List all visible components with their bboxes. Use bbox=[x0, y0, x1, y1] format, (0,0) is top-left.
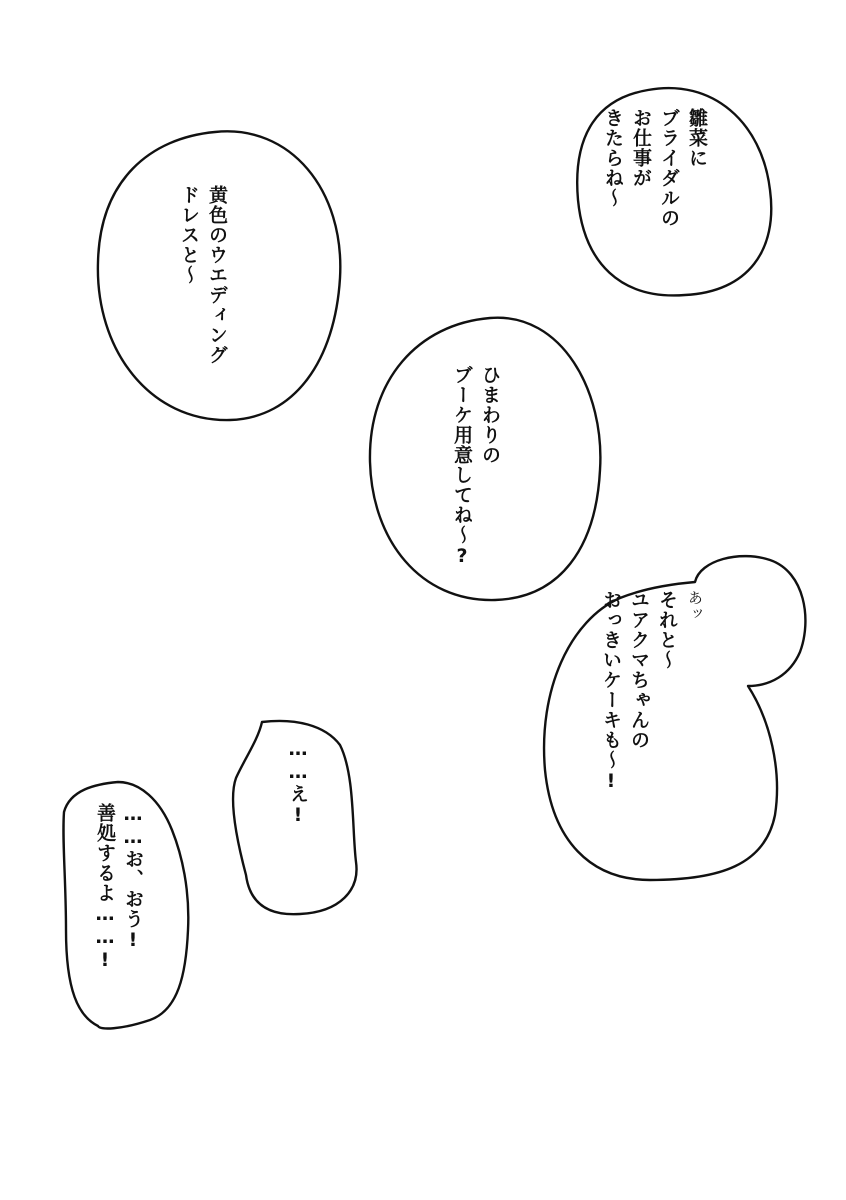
bubble-1-line-2: ブライダルの bbox=[658, 108, 680, 228]
bubble-4-line-4: おっきいケーキも〜! bbox=[600, 590, 622, 793]
bubble-1-text bbox=[600, 108, 710, 228]
bubble-3-text bbox=[449, 365, 503, 568]
bubble-4-line-3: ユアクマちゃんの bbox=[628, 590, 650, 750]
bubble-1-line-3: お仕事が bbox=[630, 108, 652, 188]
bubble-3-line-1: ひまわりの bbox=[479, 365, 501, 465]
bubble-1-line-1: 雛菜に bbox=[686, 108, 708, 168]
bubble-6-line-1: ……お、おう! bbox=[122, 803, 144, 952]
bubble-1-line-4: きたらね〜 bbox=[602, 108, 624, 208]
bubble-6-text bbox=[92, 803, 146, 972]
bubble-5-text bbox=[285, 738, 311, 827]
bubble-5-line-1: ……え! bbox=[287, 738, 309, 827]
bubble-2-line-2: ドレスと〜 bbox=[178, 185, 200, 285]
bubble-2-text bbox=[176, 185, 230, 365]
bubble-6-line-2: 善処するよ……! bbox=[94, 803, 116, 972]
bubble-3-line-2: ブーケ用意してね〜? bbox=[451, 365, 473, 568]
bubble-4-line-2: それと〜 bbox=[656, 590, 678, 670]
bubble-2-line-1: 黄色のウエディング bbox=[206, 185, 228, 365]
bubble-4-line-1: あッ bbox=[686, 590, 704, 622]
bubble-4-text bbox=[598, 590, 708, 793]
